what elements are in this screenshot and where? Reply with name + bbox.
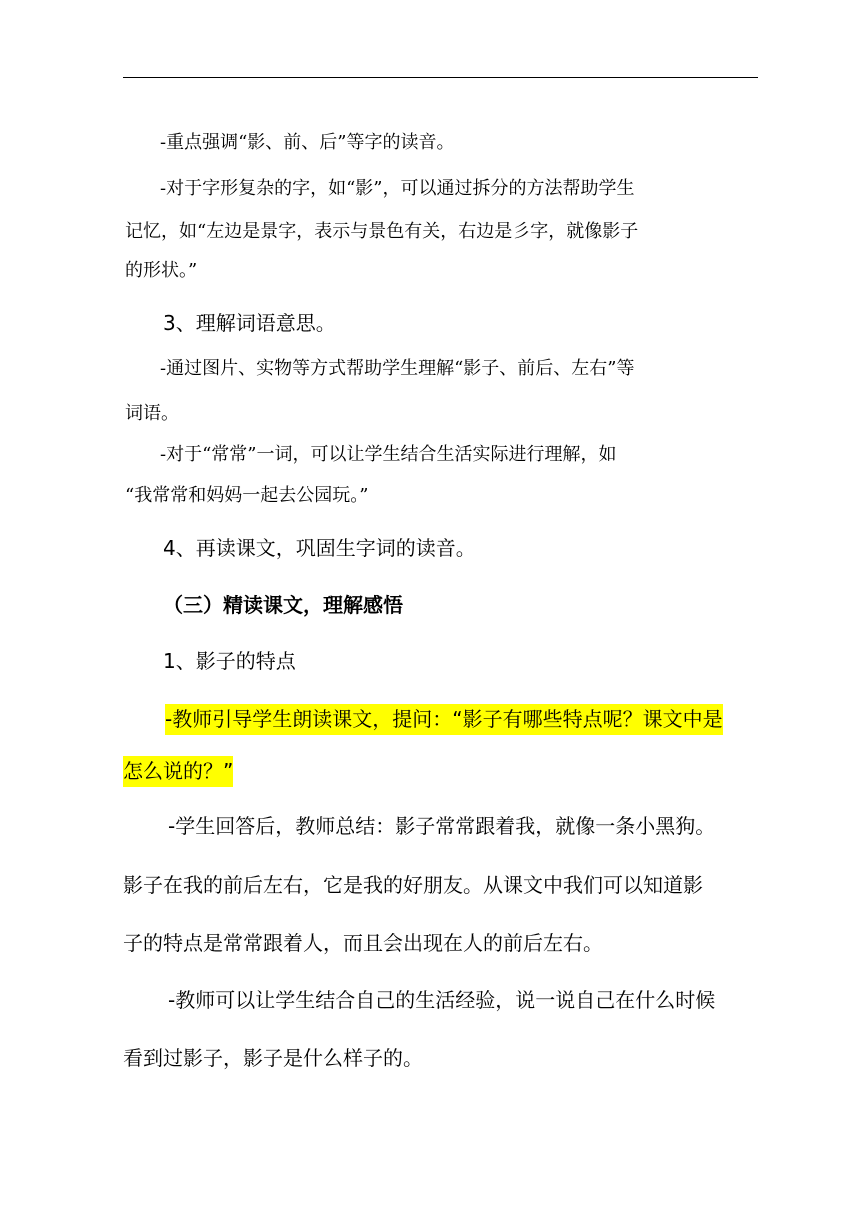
- paragraph-line: 的形状。”: [125, 260, 198, 281]
- highlighted-text: 怎么说的？”: [123, 756, 233, 787]
- chapter-heading: （三）精读课文，理解感悟: [163, 593, 403, 617]
- paragraph-line: 看到过影子，影子是什么样子的。: [123, 1046, 423, 1070]
- paragraph-line: -对于“常常”一词，可以让学生结合生活实际进行理解，如: [160, 444, 617, 465]
- paragraph-line: -教师可以让学生结合自己的生活经验，说一说自己在什么时候: [168, 988, 716, 1012]
- highlighted-line: [123, 756, 233, 787]
- section-heading: 3、理解词语意思。: [163, 311, 336, 335]
- paragraph-line: 词语。: [125, 403, 179, 424]
- header-rule: [123, 77, 758, 78]
- paragraph-line: -对于字形复杂的字，如“影”，可以通过拆分的方法帮助学生: [160, 178, 635, 199]
- paragraph-line: -学生回答后，教师总结：影子常常跟着我，就像一条小黑狗。: [168, 814, 716, 838]
- highlighted-line: [165, 704, 723, 735]
- paragraph-line: -通过图片、实物等方式帮助学生理解“影子、前后、左右”等: [160, 358, 635, 379]
- paragraph-line: 影子在我的前后左右，它是我的好朋友。从课文中我们可以知道影: [123, 873, 703, 897]
- paragraph-line: 记忆，如“左边是景字，表示与景色有关，右边是彡字，就像影子: [125, 221, 639, 242]
- section-heading: 1、影子的特点: [163, 649, 296, 673]
- paragraph-line: 子的特点是常常跟着人，而且会出现在人的前后左右。: [123, 931, 603, 955]
- paragraph-line: -重点强调“影、前、后”等字的读音。: [160, 132, 455, 153]
- highlighted-text: -教师引导学生朗读课文，提问：“影子有哪些特点呢？课文中是: [165, 704, 723, 735]
- paragraph-line: “我常常和妈妈一起去公园玩。”: [125, 485, 369, 506]
- section-heading: 4、再读课文，巩固生字词的读音。: [163, 536, 476, 560]
